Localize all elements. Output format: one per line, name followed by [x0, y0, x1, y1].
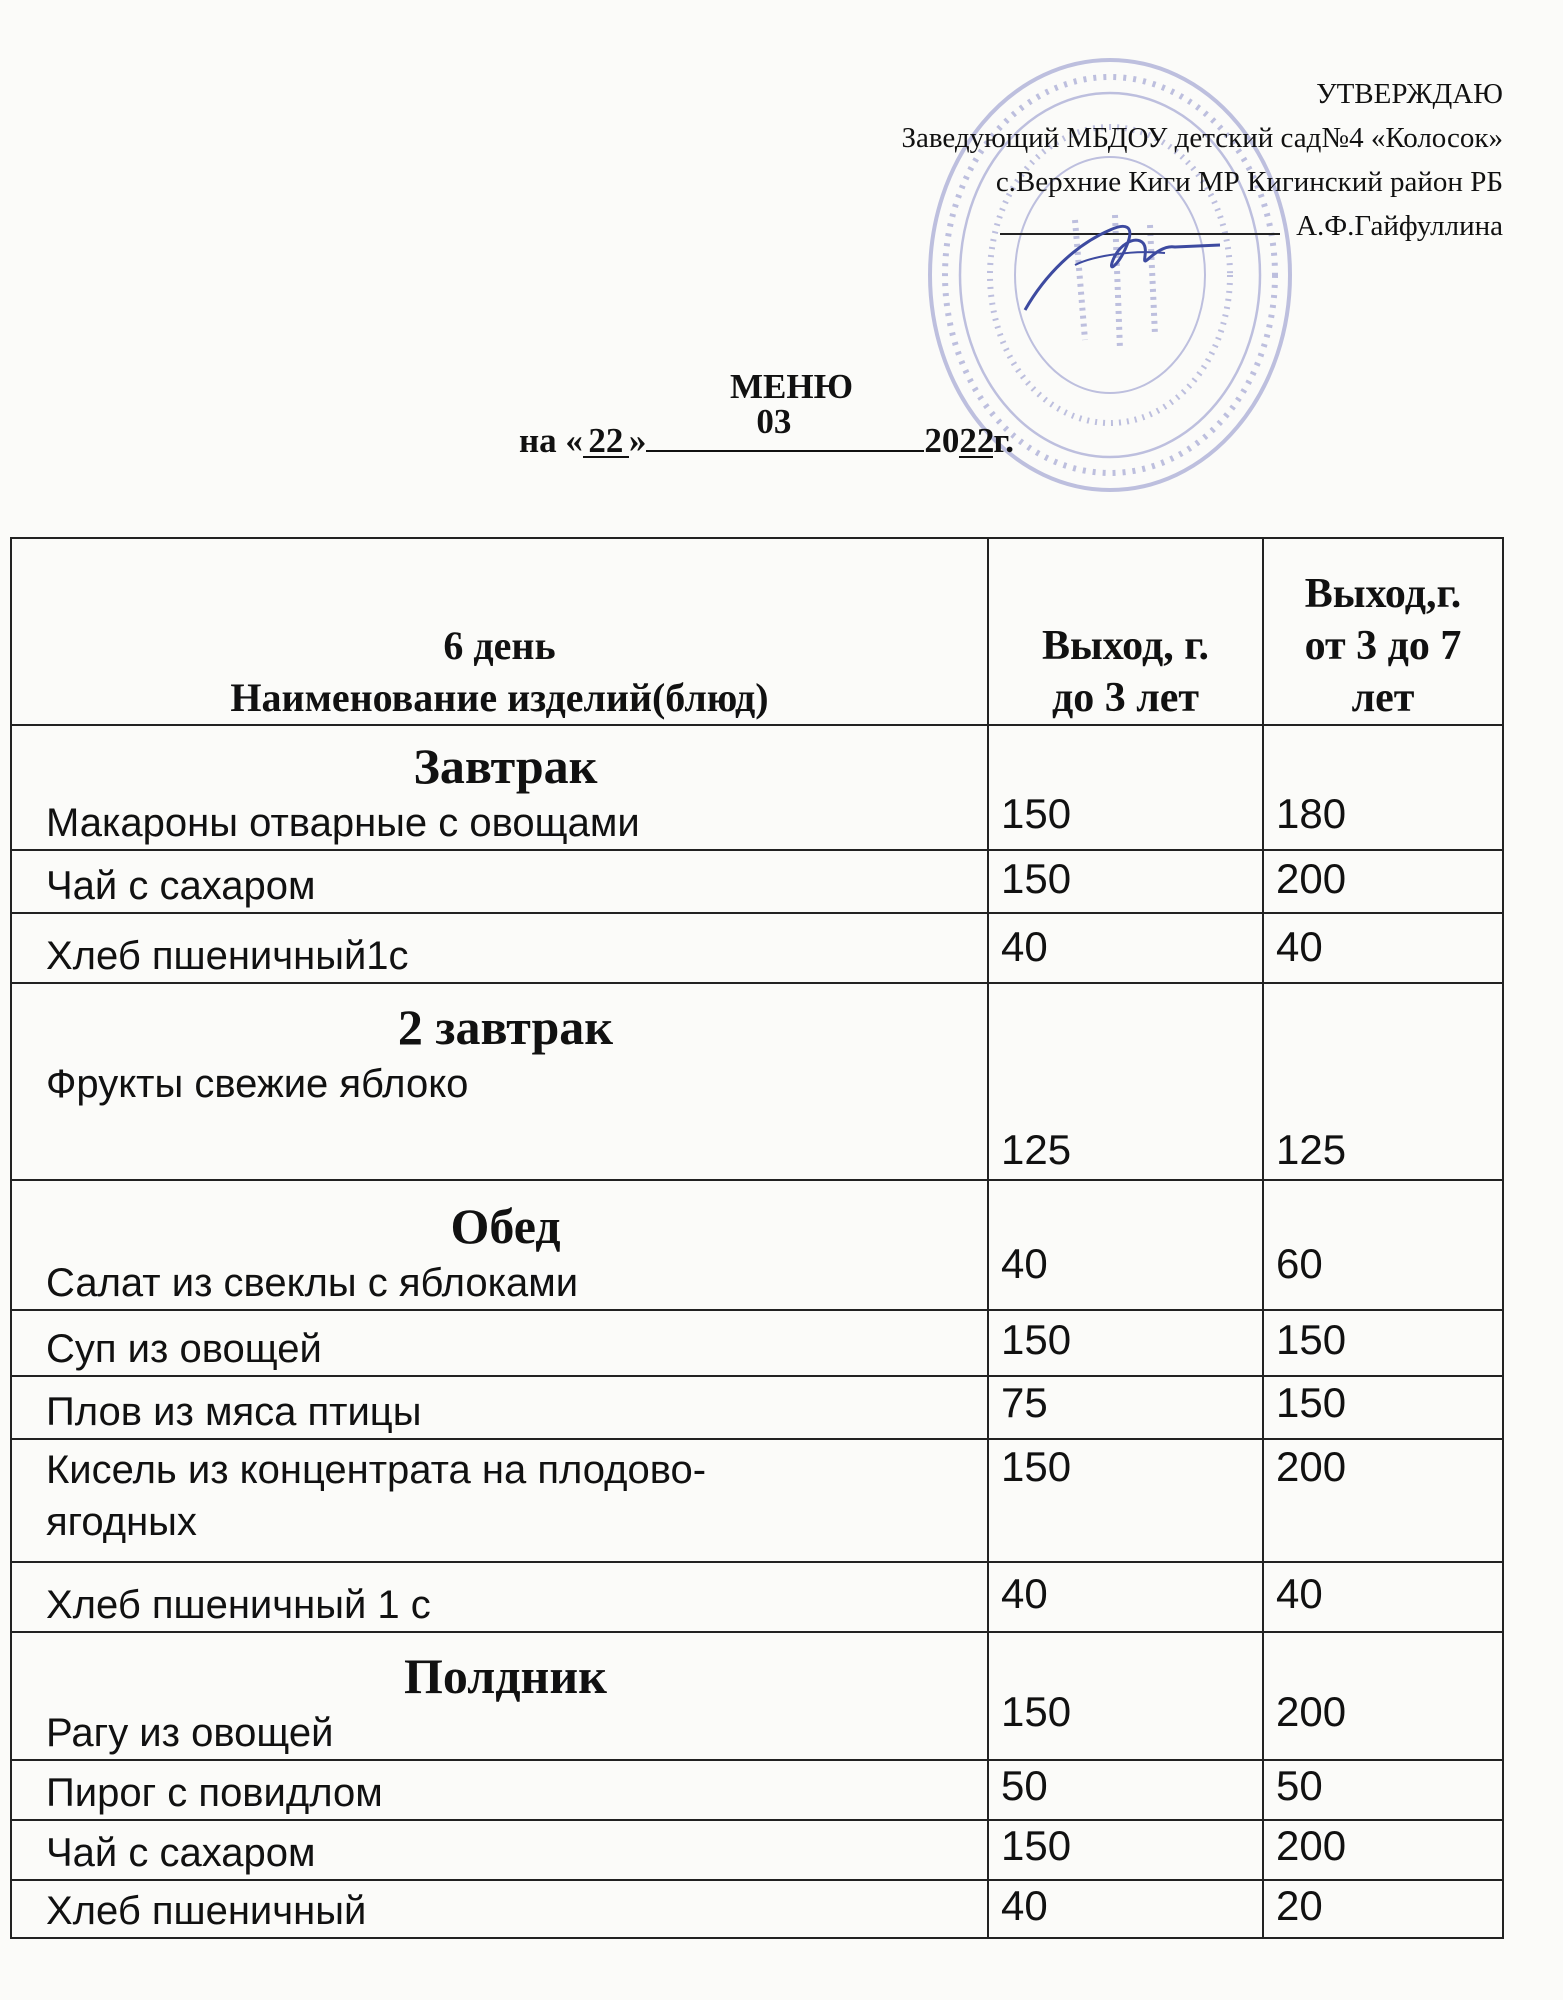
approval-position: Заведующий МБДОУ детский сад№4 «Колосок»: [901, 122, 1503, 154]
yield-3-to-7: 40: [1263, 913, 1503, 983]
dish-cell: [11, 850, 988, 913]
table-row: [11, 1632, 1503, 1760]
dish-cell: [11, 983, 988, 1180]
dish-cell: [11, 1760, 988, 1820]
date-year: 22: [959, 421, 995, 460]
yield-3-to-7: 20: [1263, 1880, 1503, 1938]
yield-under-3: 40: [988, 913, 1263, 983]
dish-cell: [11, 1632, 988, 1760]
page-title: МЕНЮ: [729, 367, 853, 406]
table-row: [11, 1880, 1503, 1938]
dish-name: Фрукты свежие яблоко: [46, 1062, 469, 1106]
dish-cell: [11, 1562, 988, 1632]
approval-location: с.Верхние Киги МР Кигинский район РБ: [995, 166, 1503, 198]
yield-under-3: 150: [988, 1632, 1263, 1760]
yield-under-3: 50: [988, 1760, 1263, 1820]
table-row: [11, 913, 1503, 983]
dish-name: Макароны отварные с овощами: [46, 801, 640, 845]
meal-heading: Обед: [450, 1198, 561, 1254]
dish-name: Плов из мяса птицы: [46, 1390, 422, 1434]
table-row: [11, 1310, 1503, 1376]
header-yield-3-to-7: Выход,г. от 3 до 7 лет: [1263, 538, 1503, 725]
dish-name: Чай с сахаром: [46, 1831, 316, 1875]
table-header-row: [11, 538, 1503, 725]
dish-name: Хлеб пшеничный1с: [46, 934, 409, 978]
dish-name: Хлеб пшеничный 1 с: [46, 1583, 431, 1627]
dish-name: Пирог с повидлом: [46, 1771, 383, 1815]
yield-3-to-7: 125: [1263, 983, 1503, 1180]
yield-under-3: 150: [988, 850, 1263, 913]
dish-cell: [11, 913, 988, 983]
table-row: [11, 983, 1503, 1180]
approval-heading: УТВЕРЖДАЮ: [1316, 78, 1503, 110]
yield-3-to-7: 150: [1263, 1376, 1503, 1439]
yield-under-3: 125: [988, 983, 1263, 1180]
approval-signer: А.Ф.Гайфуллина: [1296, 210, 1503, 242]
dish-name: Кисель из концентрата на плодово-ягодных: [46, 1448, 707, 1544]
table-row: [11, 850, 1503, 913]
dish-name: Салат из свеклы с яблоками: [46, 1261, 579, 1305]
yield-3-to-7: 40: [1263, 1562, 1503, 1632]
yield-3-to-7: 50: [1263, 1760, 1503, 1820]
title-block: [0, 365, 1563, 463]
meal-heading: Полдник: [403, 1648, 607, 1704]
date-day: 22: [583, 426, 629, 458]
yield-under-3: 150: [988, 1310, 1263, 1376]
table-row: [11, 1376, 1503, 1439]
yield-3-to-7: 180: [1263, 725, 1503, 850]
dish-cell: [11, 725, 988, 850]
dish-name: Хлеб пшеничный: [46, 1889, 367, 1933]
dish-name: Рагу из овощей: [46, 1711, 334, 1755]
yield-under-3: 40: [988, 1180, 1263, 1310]
meal-heading: 2 завтрак: [397, 999, 614, 1055]
yield-3-to-7: 200: [1263, 1632, 1503, 1760]
yield-3-to-7: 200: [1263, 1820, 1503, 1880]
table-row: [11, 1180, 1503, 1310]
yield-under-3: 150: [988, 725, 1263, 850]
table-row: [11, 725, 1503, 850]
dish-cell: [11, 1376, 988, 1439]
yield-under-3: 150: [988, 1439, 1263, 1562]
table-row: [11, 1562, 1503, 1632]
menu-date: на « 22 » 03 2022г.: [518, 402, 1015, 460]
dish-cell: [11, 1180, 988, 1310]
date-month: 03: [646, 420, 924, 452]
yield-under-3: 150: [988, 1820, 1263, 1880]
yield-under-3: 75: [988, 1376, 1263, 1439]
dish-cell: [11, 1880, 988, 1938]
header-dish-name: 6 день Наименование изделий(блюд): [11, 538, 988, 725]
dish-cell: [11, 1820, 988, 1880]
dish-cell: [11, 1439, 988, 1562]
yield-3-to-7: 150: [1263, 1310, 1503, 1376]
signature: [1015, 205, 1225, 320]
dish-cell: [11, 1310, 988, 1376]
table-row: [11, 1439, 1503, 1562]
table-row: [11, 1820, 1503, 1880]
header-yield-under-3: Выход, г. до 3 лет: [988, 538, 1263, 725]
yield-3-to-7: 200: [1263, 850, 1503, 913]
dish-name: Чай с сахаром: [46, 864, 316, 908]
meal-heading: Завтрак: [413, 738, 598, 794]
yield-3-to-7: 200: [1263, 1439, 1503, 1562]
dish-name: Суп из овощей: [46, 1327, 322, 1371]
menu-table: [10, 537, 1504, 1939]
yield-3-to-7: 60: [1263, 1180, 1503, 1310]
yield-under-3: 40: [988, 1562, 1263, 1632]
yield-under-3: 40: [988, 1880, 1263, 1938]
table-row: [11, 1760, 1503, 1820]
